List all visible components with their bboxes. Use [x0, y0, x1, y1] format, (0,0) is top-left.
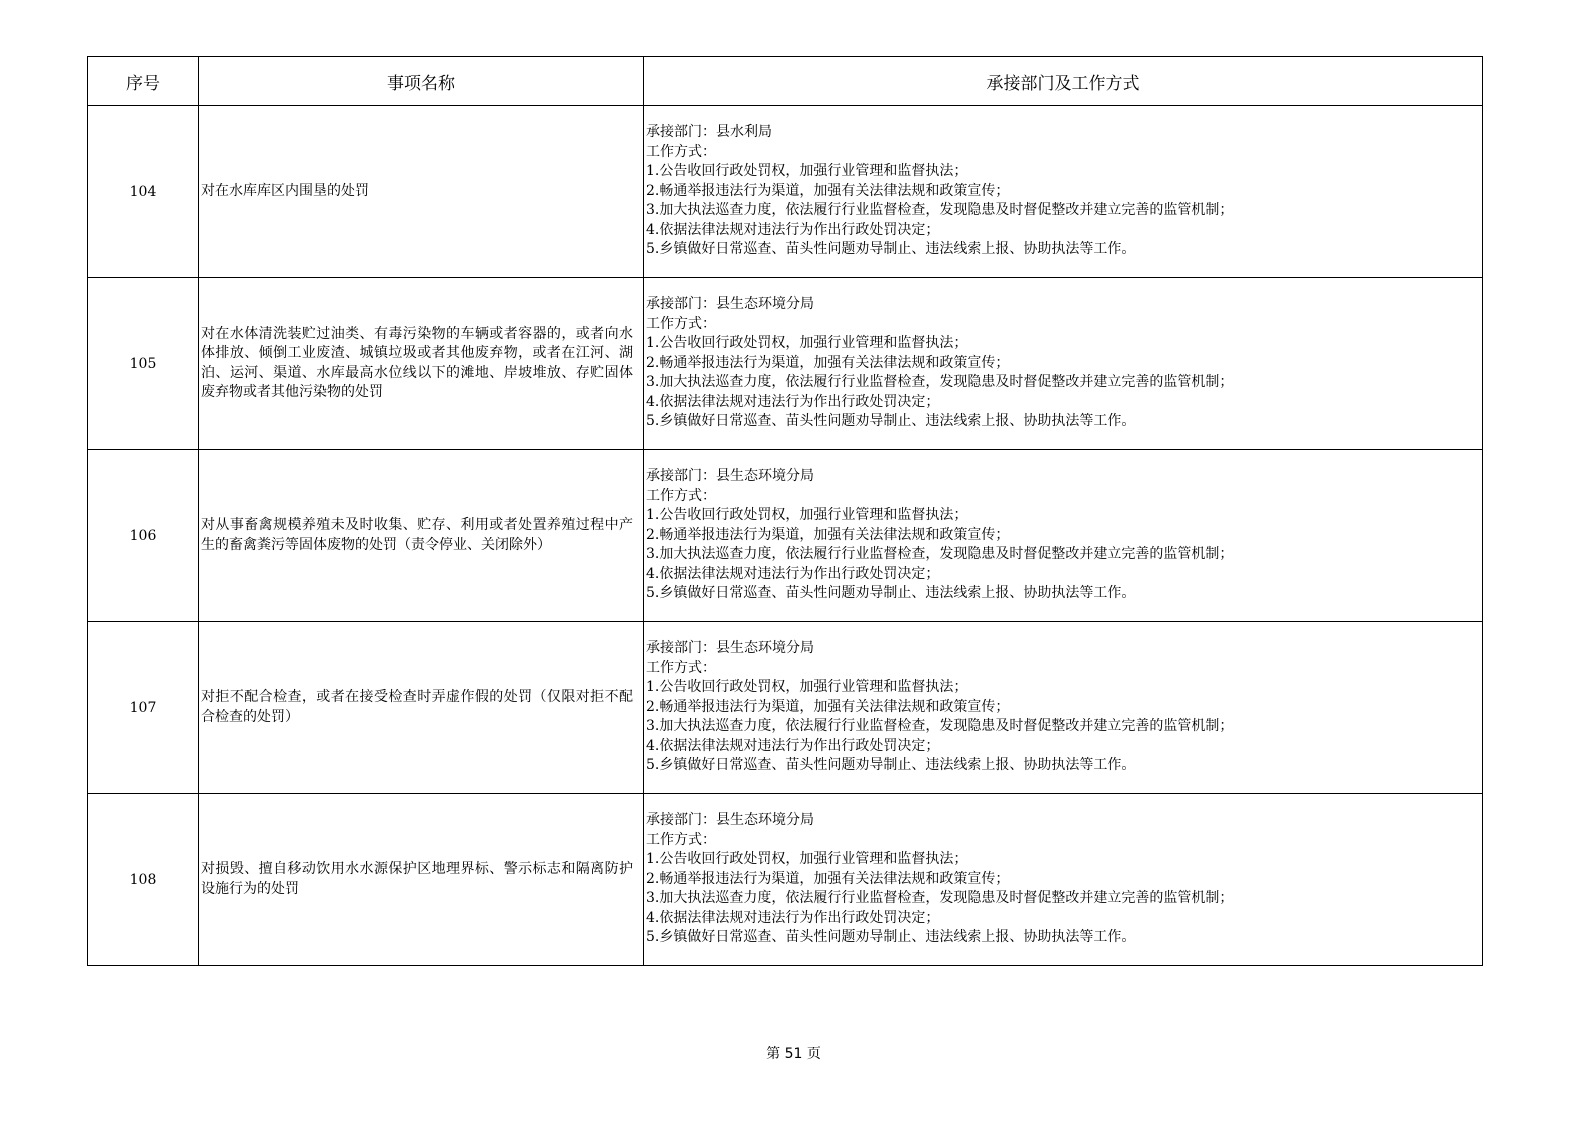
mode-label: 工作方式：: [646, 659, 716, 676]
mode-line: 4.依据法律法规对违法行为作出行政处罚决定；: [646, 737, 940, 754]
table-row: [88, 794, 1483, 966]
mode-label: 工作方式：: [646, 143, 716, 160]
row-name: 对损毁、擅自移动饮用水水源保护区地理界标、警示标志和隔离防护设施行为的处罚: [201, 861, 633, 897]
row-seq: 107: [88, 622, 199, 794]
mode-line: 4.依据法律法规对违法行为作出行政处罚决定；: [646, 221, 940, 238]
mode-line: 3.加大执法巡查力度，依法履行行业监督检查，发现隐患及时督促整改并建立完善的监管机制；: [646, 202, 1234, 219]
mode-label: 工作方式：: [646, 831, 716, 848]
table-row: [88, 622, 1483, 794]
mode-line: 1.公告收回行政处罚权，加强行业管理和监督执法；: [646, 507, 968, 524]
mode-line: 3.加大执法巡查力度，依法履行行业监督检查，发现隐患及时督促整改并建立完善的监管机制；: [646, 890, 1234, 907]
dept-line: 承接部门：县生态环境分局: [646, 640, 814, 657]
row-name-cell: [199, 278, 644, 450]
mode-label: 工作方式：: [646, 315, 716, 332]
header-dept: 承接部门及工作方式: [644, 57, 1483, 106]
table-body: [88, 106, 1483, 966]
mode-line: 3.加大执法巡查力度，依法履行行业监督检查，发现隐患及时督促整改并建立完善的监管机制；: [646, 546, 1234, 563]
dept-line: 承接部门：县生态环境分局: [646, 812, 814, 829]
header-name: 事项名称: [199, 57, 644, 106]
mode-line: 1.公告收回行政处罚权，加强行业管理和监督执法；: [646, 679, 968, 696]
mode-line: 1.公告收回行政处罚权，加强行业管理和监督执法；: [646, 335, 968, 352]
mode-line: 2.畅通举报违法行为渠道，加强有关法律法规和政策宣传；: [646, 870, 1010, 887]
mode-line: 3.加大执法巡查力度，依法履行行业监督检查，发现隐患及时督促整改并建立完善的监管机制；: [646, 718, 1234, 735]
mode-line: 2.畅通举报违法行为渠道，加强有关法律法规和政策宣传；: [646, 526, 1010, 543]
mode-line: 1.公告收回行政处罚权，加强行业管理和监督执法；: [646, 163, 968, 180]
dept-line: 承接部门：县生态环境分局: [646, 296, 814, 313]
mode-line: 5.乡镇做好日常巡查、苗头性问题劝导制止、违法线索上报、协助执法等工作。: [646, 241, 1136, 258]
header-seq: 序号: [88, 57, 199, 106]
table-row: [88, 278, 1483, 450]
dept-line: 承接部门：县生态环境分局: [646, 468, 814, 485]
row-name: 对从事畜禽规模养殖未及时收集、贮存、利用或者处置养殖过程中产生的畜禽粪污等固体废物的处罚（责令停业、关闭除外）: [201, 517, 633, 553]
row-dept-mode: [644, 106, 1483, 278]
mode-line: 4.依据法律法规对违法行为作出行政处罚决定；: [646, 565, 940, 582]
header-row: [88, 57, 1483, 106]
row-dept-mode: [644, 794, 1483, 966]
row-name-cell: [199, 106, 644, 278]
mode-line: 4.依据法律法规对违法行为作出行政处罚决定；: [646, 393, 940, 410]
mode-line: 2.畅通举报违法行为渠道，加强有关法律法规和政策宣传；: [646, 354, 1010, 371]
mode-line: 1.公告收回行政处罚权，加强行业管理和监督执法；: [646, 851, 968, 868]
mode-line: 5.乡镇做好日常巡查、苗头性问题劝导制止、违法线索上报、协助执法等工作。: [646, 413, 1136, 430]
row-dept-mode: [644, 450, 1483, 622]
mode-line: 2.畅通举报违法行为渠道，加强有关法律法规和政策宣传；: [646, 182, 1010, 199]
mode-line: 2.畅通举报违法行为渠道，加强有关法律法规和政策宣传；: [646, 698, 1010, 715]
mode-line: 3.加大执法巡查力度，依法履行行业监督检查，发现隐患及时督促整改并建立完善的监管机制；: [646, 374, 1234, 391]
row-name: 对拒不配合检查，或者在接受检查时弄虚作假的处罚（仅限对拒不配合检查的处罚）: [201, 689, 633, 725]
mode-line: 5.乡镇做好日常巡查、苗头性问题劝导制止、违法线索上报、协助执法等工作。: [646, 585, 1136, 602]
table-row: [88, 450, 1483, 622]
row-name-cell: [199, 450, 644, 622]
row-seq: 105: [88, 278, 199, 450]
mode-line: 5.乡镇做好日常巡查、苗头性问题劝导制止、违法线索上报、协助执法等工作。: [646, 929, 1136, 946]
row-name-cell: [199, 794, 644, 966]
mode-line: 5.乡镇做好日常巡查、苗头性问题劝导制止、违法线索上报、协助执法等工作。: [646, 757, 1136, 774]
row-dept-mode: [644, 622, 1483, 794]
row-name: 对在水体清洗装贮过油类、有毒污染物的车辆或者容器的，或者向水体排放、倾倒工业废渣、城镇垃圾或者其他废弃物，或者在江河、湖泊、运河、渠道、水库最高水位线以下的滩地、岸坡堆放、存贮固体废弃物或者其他污染物的处罚: [201, 325, 633, 400]
mode-line: 4.依据法律法规对违法行为作出行政处罚决定；: [646, 909, 940, 926]
dept-line: 承接部门：县水利局: [646, 124, 772, 141]
row-name: 对在水库库区内围垦的处罚: [201, 182, 369, 199]
table-row: [88, 106, 1483, 278]
mode-label: 工作方式：: [646, 487, 716, 504]
page-number: 第 51 页: [766, 1046, 821, 1062]
row-seq: 106: [88, 450, 199, 622]
row-dept-mode: [644, 278, 1483, 450]
row-seq: 104: [88, 106, 199, 278]
matters-table: [87, 56, 1483, 966]
table-header: [88, 57, 1483, 106]
row-seq: 108: [88, 794, 199, 966]
row-name-cell: [199, 622, 644, 794]
